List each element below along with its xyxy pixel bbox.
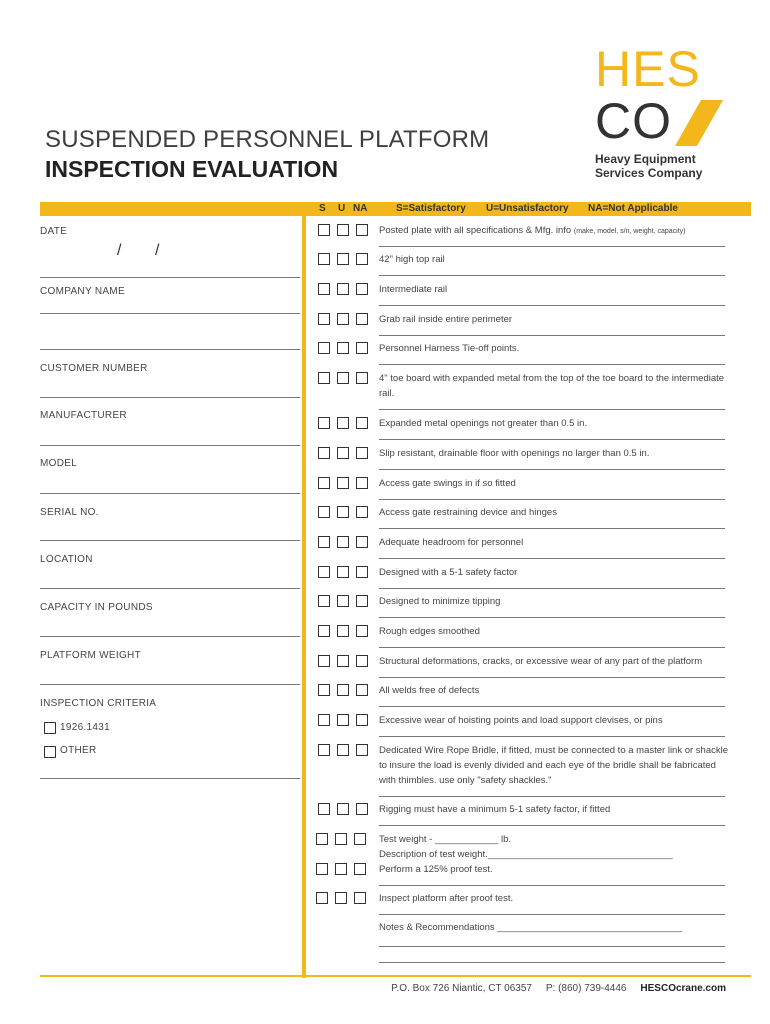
footer — [391, 983, 726, 994]
inspection-item-line[interactable] — [379, 914, 725, 915]
rating-na-checkbox[interactable] — [356, 283, 368, 295]
rating-s-checkbox[interactable] — [318, 417, 330, 429]
inspection-item-text: 42" high top rail — [379, 254, 445, 265]
inspection-item — [379, 847, 729, 862]
rating-u-checkbox[interactable] — [337, 803, 349, 815]
inspection-item-text: Intermediate rail — [379, 284, 448, 295]
rating-checkboxes — [318, 477, 368, 489]
inspection-item-line[interactable] — [379, 499, 725, 500]
inspection-item — [379, 371, 729, 401]
rating-checkboxes — [318, 313, 368, 325]
capacity-field[interactable] — [40, 636, 300, 637]
inspection-item — [379, 891, 729, 906]
rating-na-checkbox[interactable] — [356, 506, 368, 518]
criteria-other-field[interactable] — [40, 778, 300, 779]
inspection-item — [379, 535, 729, 550]
rating-s-checkbox[interactable] — [316, 892, 328, 904]
rating-checkboxes — [318, 684, 368, 696]
company-label: COMPANY NAME — [40, 286, 125, 297]
rating-na-checkbox[interactable] — [356, 313, 368, 325]
inspection-item-line[interactable] — [379, 246, 725, 247]
inspection-item — [379, 505, 729, 520]
inspection-item-text: Adequate headroom for personnel — [379, 537, 524, 548]
inspection-item-line[interactable] — [379, 528, 725, 529]
inspection-item-text: Rough edges smoothed — [379, 626, 480, 637]
date-field[interactable] — [40, 277, 300, 278]
rating-checkboxes — [318, 253, 368, 265]
rating-na-checkbox[interactable] — [356, 566, 368, 578]
criteria-1926-checkbox[interactable] — [44, 722, 56, 734]
legend-s-def: S=Satisfactory — [396, 203, 466, 214]
weight-field[interactable] — [40, 684, 300, 685]
rating-u-checkbox[interactable] — [337, 625, 349, 637]
location-label: LOCATION — [40, 554, 93, 565]
legend-na-def: NA=Not Applicable — [588, 203, 678, 214]
logo-slash-icon — [675, 100, 723, 146]
footer-site[interactable]: HESCOcrane.com — [640, 983, 726, 994]
logo-line2: CO — [595, 93, 672, 149]
rating-s-checkbox[interactable] — [318, 566, 330, 578]
rating-checkboxes — [318, 744, 368, 756]
rating-s-checkbox[interactable] — [318, 372, 330, 384]
rating-u-checkbox[interactable] — [335, 833, 347, 845]
rating-s-checkbox[interactable] — [318, 224, 330, 236]
model-field[interactable] — [40, 493, 300, 494]
logo-subtitle-2: Services Company — [595, 166, 703, 180]
rating-checkboxes — [318, 566, 368, 578]
inspection-item — [379, 654, 729, 669]
capacity-label: CAPACITY IN POUNDS — [40, 602, 153, 613]
rating-u-checkbox[interactable] — [337, 714, 349, 726]
rating-na-checkbox[interactable] — [356, 342, 368, 354]
inspection-item — [379, 282, 729, 297]
footer-phone: P: (860) 739-4446 — [545, 983, 627, 994]
criteria-label: INSPECTION CRITERIA — [40, 698, 157, 709]
page-subtitle: INSPECTION EVALUATION — [45, 156, 339, 182]
rating-u-checkbox[interactable] — [335, 863, 347, 875]
rating-na-checkbox[interactable] — [356, 803, 368, 815]
date-slash: / — [117, 242, 122, 259]
legend-u-def: U=Unsatisfactory — [486, 203, 569, 214]
inspection-item-text: 4" toe board with expanded metal from the top of the toe board to the intermediate rail. — [379, 373, 725, 399]
customer-label: CUSTOMER NUMBER — [40, 363, 148, 374]
rating-u-checkbox[interactable] — [337, 595, 349, 607]
rating-checkboxes — [318, 224, 368, 236]
rating-u-checkbox[interactable] — [337, 506, 349, 518]
legend-col-s: S — [319, 203, 326, 214]
inspection-item-text: Designed with a 5-1 safety factor — [379, 567, 518, 578]
rating-s-checkbox[interactable] — [318, 655, 330, 667]
footer-address: P.O. Box 726 Niantic, CT 06357 — [391, 983, 532, 994]
rating-na-checkbox[interactable] — [356, 625, 368, 637]
inspection-item-line[interactable] — [379, 335, 725, 336]
inspection-item — [379, 802, 729, 817]
rating-checkboxes — [318, 342, 368, 354]
criteria-1926-label: 1926.1431 — [60, 722, 110, 733]
legend-col-u: U — [338, 203, 346, 214]
rating-u-checkbox[interactable] — [337, 342, 349, 354]
rating-na-checkbox[interactable] — [354, 863, 366, 875]
notes-label: Notes & Recommendations ___________________________________ — [379, 922, 683, 933]
inspection-item-line[interactable] — [379, 469, 725, 470]
rating-s-checkbox[interactable] — [318, 313, 330, 325]
inspection-item-text: Excessive wear of hoisting points and load support clevises, or pins — [379, 715, 663, 726]
rating-na-checkbox[interactable] — [354, 833, 366, 845]
inspection-item — [379, 565, 729, 580]
rating-checkboxes — [316, 863, 366, 875]
rating-u-checkbox[interactable] — [337, 372, 349, 384]
inspection-item-text: Access gate restraining device and hinges — [379, 507, 557, 518]
inspection-item-text: Perform a 125% proof test. — [379, 864, 493, 875]
rating-u-checkbox[interactable] — [337, 566, 349, 578]
rating-u-checkbox[interactable] — [337, 684, 349, 696]
rating-s-checkbox[interactable] — [318, 477, 330, 489]
inspection-item-line[interactable] — [379, 736, 725, 737]
legend-col-na: NA — [353, 203, 368, 214]
inspection-item-line[interactable] — [379, 588, 725, 589]
rating-checkboxes — [318, 803, 368, 815]
inspection-item-line[interactable] — [379, 647, 725, 648]
rating-checkboxes — [318, 595, 368, 607]
inspection-item — [379, 252, 729, 267]
inspection-item-line[interactable] — [379, 364, 725, 365]
inspection-item-line[interactable] — [379, 796, 725, 797]
rating-na-checkbox[interactable] — [356, 595, 368, 607]
rating-checkboxes — [318, 417, 368, 429]
rating-checkboxes — [318, 506, 368, 518]
notes-field[interactable] — [379, 962, 725, 963]
rating-u-checkbox[interactable] — [337, 447, 349, 459]
rating-checkboxes — [318, 372, 368, 384]
rating-s-checkbox[interactable] — [316, 833, 328, 845]
manufacturer-field[interactable] — [40, 445, 300, 446]
rating-s-checkbox[interactable] — [316, 863, 328, 875]
model-label: MODEL — [40, 458, 78, 469]
rating-checkboxes — [318, 625, 368, 637]
inspection-item-text: Posted plate with all specifications & Mfg. info — [379, 225, 572, 236]
company-field[interactable] — [40, 313, 300, 314]
inspection-item — [379, 713, 729, 728]
inspection-item-text: All welds free of defects — [379, 685, 480, 696]
serial-field[interactable] — [40, 540, 300, 541]
inspection-item-text: Test weight - ____________ lb. — [379, 834, 512, 845]
rating-na-checkbox[interactable] — [354, 892, 366, 904]
rating-na-checkbox[interactable] — [356, 447, 368, 459]
rating-u-checkbox[interactable] — [337, 283, 349, 295]
inspection-item — [379, 862, 729, 877]
inspection-item — [379, 416, 729, 431]
inspection-item-line[interactable] — [379, 885, 725, 886]
rating-na-checkbox[interactable] — [356, 224, 368, 236]
rating-checkboxes — [318, 536, 368, 548]
inspection-item-line[interactable] — [379, 706, 725, 707]
inspection-item-line[interactable] — [379, 439, 725, 440]
inspection-item-text: Inspect platform after proof test. — [379, 893, 514, 904]
weight-label: PLATFORM WEIGHT — [40, 650, 141, 661]
inspection-item — [379, 743, 729, 788]
inspection-item-text: Personnel Harness Tie-off points. — [379, 343, 520, 354]
manufacturer-label: MANUFACTURER — [40, 410, 127, 421]
rating-s-checkbox[interactable] — [318, 283, 330, 295]
rating-checkboxes — [318, 655, 368, 667]
rating-s-checkbox[interactable] — [318, 625, 330, 637]
legend-bar — [40, 202, 751, 216]
inspection-item-text: Expanded metal openings not greater than 0.5 in. — [379, 418, 588, 429]
inspection-item-line[interactable] — [379, 617, 725, 618]
inspection-item-line[interactable] — [379, 825, 725, 826]
rating-checkboxes — [316, 892, 366, 904]
inspection-item-line[interactable] — [379, 275, 725, 276]
page-title: SUSPENDED PERSONNEL PLATFORM — [45, 126, 490, 153]
inspection-item-line[interactable] — [379, 305, 725, 306]
rating-s-checkbox[interactable] — [318, 684, 330, 696]
inspection-item-text: Designed to minimize tipping — [379, 596, 501, 607]
inspection-item-text: Slip resistant, drainable floor with openings no larger than 0.5 in. — [379, 448, 650, 459]
inspection-item-text: Dedicated Wire Rope Bridle, if fitted, must be connected to a master link or shackle to insure the load is evenly divided and each eye of the bridle shall be fabricated with thimbles. use only "safety shackles." — [379, 745, 729, 786]
inspection-item-text: Access gate swings in if so fitted — [379, 478, 516, 489]
logo — [595, 41, 745, 184]
inspection-item-line[interactable] — [379, 409, 725, 410]
rating-u-checkbox[interactable] — [337, 655, 349, 667]
rating-s-checkbox[interactable] — [318, 536, 330, 548]
inspection-item-text: Grab rail inside entire perimeter — [379, 314, 513, 325]
logo-line1: HES — [595, 41, 701, 97]
rating-na-checkbox[interactable] — [356, 477, 368, 489]
criteria-other-checkbox[interactable] — [44, 746, 56, 758]
rating-na-checkbox[interactable] — [356, 655, 368, 667]
footer-divider — [40, 975, 751, 977]
notes-field[interactable] — [379, 946, 725, 947]
date-slash: / — [155, 242, 160, 259]
inspection-item — [379, 683, 729, 698]
rating-checkboxes — [318, 714, 368, 726]
rating-checkboxes — [318, 447, 368, 459]
rating-u-checkbox[interactable] — [337, 744, 349, 756]
inspection-item-line[interactable] — [379, 558, 725, 559]
inspection-item — [379, 624, 729, 639]
rating-s-checkbox[interactable] — [318, 803, 330, 815]
rating-u-checkbox[interactable] — [337, 253, 349, 265]
location-field[interactable] — [40, 588, 300, 589]
inspection-item — [379, 832, 729, 847]
inspection-item-text: Structural deformations, cracks, or excessive wear of any part of the platform — [379, 656, 703, 667]
criteria-other-label: OTHER — [60, 745, 97, 756]
inspection-item — [379, 341, 729, 356]
rating-u-checkbox[interactable] — [335, 892, 347, 904]
inspection-item — [379, 312, 729, 327]
rating-s-checkbox[interactable] — [318, 595, 330, 607]
rating-na-checkbox[interactable] — [356, 253, 368, 265]
company-field-2[interactable] — [40, 349, 300, 350]
inspection-item-line[interactable] — [379, 677, 725, 678]
inspection-item — [379, 446, 729, 461]
rating-s-checkbox[interactable] — [318, 447, 330, 459]
rating-na-checkbox[interactable] — [356, 417, 368, 429]
inspection-item — [379, 223, 729, 239]
rating-na-checkbox[interactable] — [356, 536, 368, 548]
rating-s-checkbox[interactable] — [318, 253, 330, 265]
rating-u-checkbox[interactable] — [337, 224, 349, 236]
rating-na-checkbox[interactable] — [356, 372, 368, 384]
rating-u-checkbox[interactable] — [337, 536, 349, 548]
rating-s-checkbox[interactable] — [318, 506, 330, 518]
rating-na-checkbox[interactable] — [356, 714, 368, 726]
logo-subtitle-1: Heavy Equipment — [595, 152, 696, 166]
customer-field[interactable] — [40, 397, 300, 398]
column-divider — [302, 202, 306, 978]
date-label: DATE — [40, 226, 68, 237]
rating-u-checkbox[interactable] — [337, 477, 349, 489]
rating-checkboxes — [316, 833, 366, 845]
inspection-item — [379, 476, 729, 491]
inspection-item-note: (make, model, s/n, weight, capacity) — [573, 228, 686, 235]
rating-u-checkbox[interactable] — [337, 417, 349, 429]
serial-label: SERIAL NO. — [40, 507, 99, 518]
rating-na-checkbox[interactable] — [356, 744, 368, 756]
rating-s-checkbox[interactable] — [318, 714, 330, 726]
rating-s-checkbox[interactable] — [318, 744, 330, 756]
inspection-item-text: Rigging must have a minimum 5-1 safety factor, if fitted — [379, 804, 611, 815]
rating-s-checkbox[interactable] — [318, 342, 330, 354]
inspection-item — [379, 594, 729, 609]
rating-na-checkbox[interactable] — [356, 684, 368, 696]
rating-u-checkbox[interactable] — [337, 313, 349, 325]
rating-checkboxes — [318, 283, 368, 295]
inspection-item-text: Description of test weight.___________________________________ — [379, 849, 673, 860]
